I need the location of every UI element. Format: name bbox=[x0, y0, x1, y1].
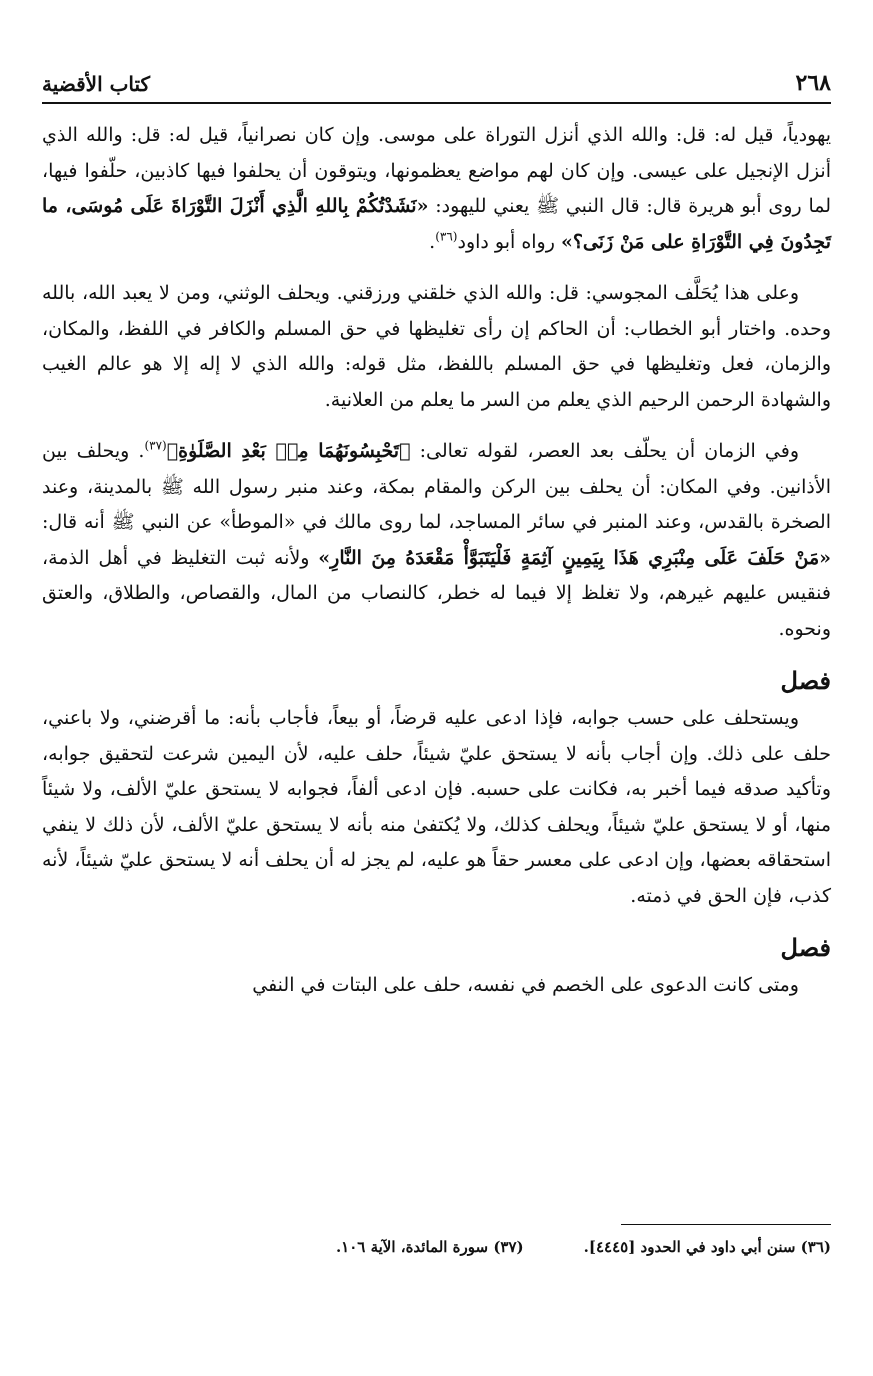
section-1-text: ويستحلف على حسب جوابه، فإذا ادعى عليه قرضاً، أو بيعاً، فأجاب بأنه: ما أقرضني، ولا باعني، حلف على ذلك. وإن أجاب بأنه لا يستحق عليّ شيئاً، حلف عليه، لأن اليمين شرعت لتحقيق جوابه، وتأكيد صدقه فيما أخبر به، فكانت على حسبه. فإن ادعى ألفاً، فجوابه لا يستحق عليّ الألف، ولا شيئاً منها، أو لا يستحق عليّ شيئاً، ويحلف كذلك، ولا يُكتفىٰ منه بأنه لا يستحق عليّ الألف، لأن ذلك لا ينفي استحقاقه بعضها، وإن ادعى على معسر حقاً هو عليه، لم يجز له أن يحلف أنه لا يستحق عليّ شيئاً، لأنه كذب، فإن الحق في ذمته. bbox=[42, 707, 831, 907]
hadith-quote-2: «مَنْ حَلَفَ عَلَى مِنْبَرِي هَذَا بِيَمِينٍ آثِمَةٍ فَلْيَتَبَوَّأْ مَقْعَدَهُ مِنَ النَّارِ» bbox=[318, 546, 831, 569]
section-2-text: ومتى كانت الدعوى على الخصم في نفسه، حلف على البتات في النفي bbox=[252, 974, 799, 996]
footnote-37: (٣٧) سورة المائدة، الآية ١٠٦. bbox=[335, 1238, 524, 1256]
paragraph-3: وفي الزمان أن يحلّف بعد العصر، لقوله تعالى: ﴿تَحْبِسُونَهُمَا مِنۢ بَعْدِ الصَّلَوٰةِ﴾$^{(٣٧)}$. ويحلف بين الأذانين. وفي المكان: أن يحلف بين الركن والمقام بمكة، وعند منبر رسول الله ﷺ بالمدينة، وعند الصخرة بالقدس، وعند المنبر في سائر المساجد، لما روى مالك في «الموطأ» عن النبي ﷺ أنه قال: «مَنْ حَلَفَ عَلَى مِنْبَرِي هَذَا بِيَمِينٍ آثِمَةٍ فَلْيَتَبَوَّأْ مَقْعَدَهُ مِنَ النَّارِ» ولأنه ثبت التغليظ في أهل الذمة، فنقيس عليهم غيرهم، ولا تغلظ إلا فيما له خطر، كالنصاب من المال، والقصاص، والطلاق، والعتق ونحوه. bbox=[42, 438, 831, 640]
section-heading-1: فصل bbox=[780, 666, 831, 695]
page-body bbox=[42, 118, 831, 1020]
section-heading-2: فصل bbox=[780, 933, 831, 962]
footnote-36: (٣٦) سنن أبي داود في الحدود [٤٤٤٥]. bbox=[583, 1238, 831, 1256]
paragraph-2: وعلى هذا يُحَلَّف المجوسي: قل: والله الذي خلقني ورزقني. ويحلف الوثني، ومن لا يعبد الله، بالله وحده. واختار أبو الخطاب: أن الحاكم إن رأى تغليظها في حق المسلم والكافر في اللفظ، والمكان، والزمان، فعل وتغليظها في حق المسلم باللفظ، مثل قوله: والله الذي لا إله إلا هو عالم الغيب والشهادة الرحمن الرحيم الذي يعلم من السر ما يعلم من العلانية. bbox=[42, 282, 831, 411]
page-header bbox=[42, 56, 831, 104]
hadith-quote: «نَشَدْتُكُمْ بِاللهِ الَّذِي أَنْزَلَ التَّوْرَاةَ عَلَى مُوسَى، ما تَجِدُونَ فِي التَّوْرَاةِ على مَنْ زَنَى؟» bbox=[42, 195, 831, 253]
running-title: كتاب الأقضية bbox=[42, 72, 151, 96]
footnotes bbox=[42, 1238, 831, 1256]
footnote-ref-37: (٣٧) bbox=[144, 438, 167, 453]
footnote-divider bbox=[621, 1224, 831, 1225]
page-number: ٢٦٨ bbox=[795, 70, 831, 96]
paragraph-1: يهودياً، قيل له: قل: والله الذي أنزل التوراة على موسى. وإن كان نصرانياً، قيل له: قل: والله الذي أنزل الإنجيل على عيسى. وإن كان لهم مواضع يعظمونها، ويتوقون أن يحلفوا فيها كاذبين، حلّفوا فيها، لما روى أبو هريرة قال: قال النبي ﷺ يعني لليهود: «نَشَدْتُكُمْ بِاللهِ الَّذِي أَنْزَلَ التَّوْرَاةَ عَلَى مُوسَى، ما تَجِدُونَ فِي التَّوْرَاةِ على مَنْ زَنَى؟» رواه أبو داود$^{(٣٦)}$. bbox=[42, 124, 832, 253]
quran-quote: ﴿تَحْبِسُونَهُمَا مِنۢ بَعْدِ الصَّلَوٰةِ﴾ bbox=[166, 440, 411, 462]
footnote-ref-36: (٣٦) bbox=[435, 229, 458, 244]
